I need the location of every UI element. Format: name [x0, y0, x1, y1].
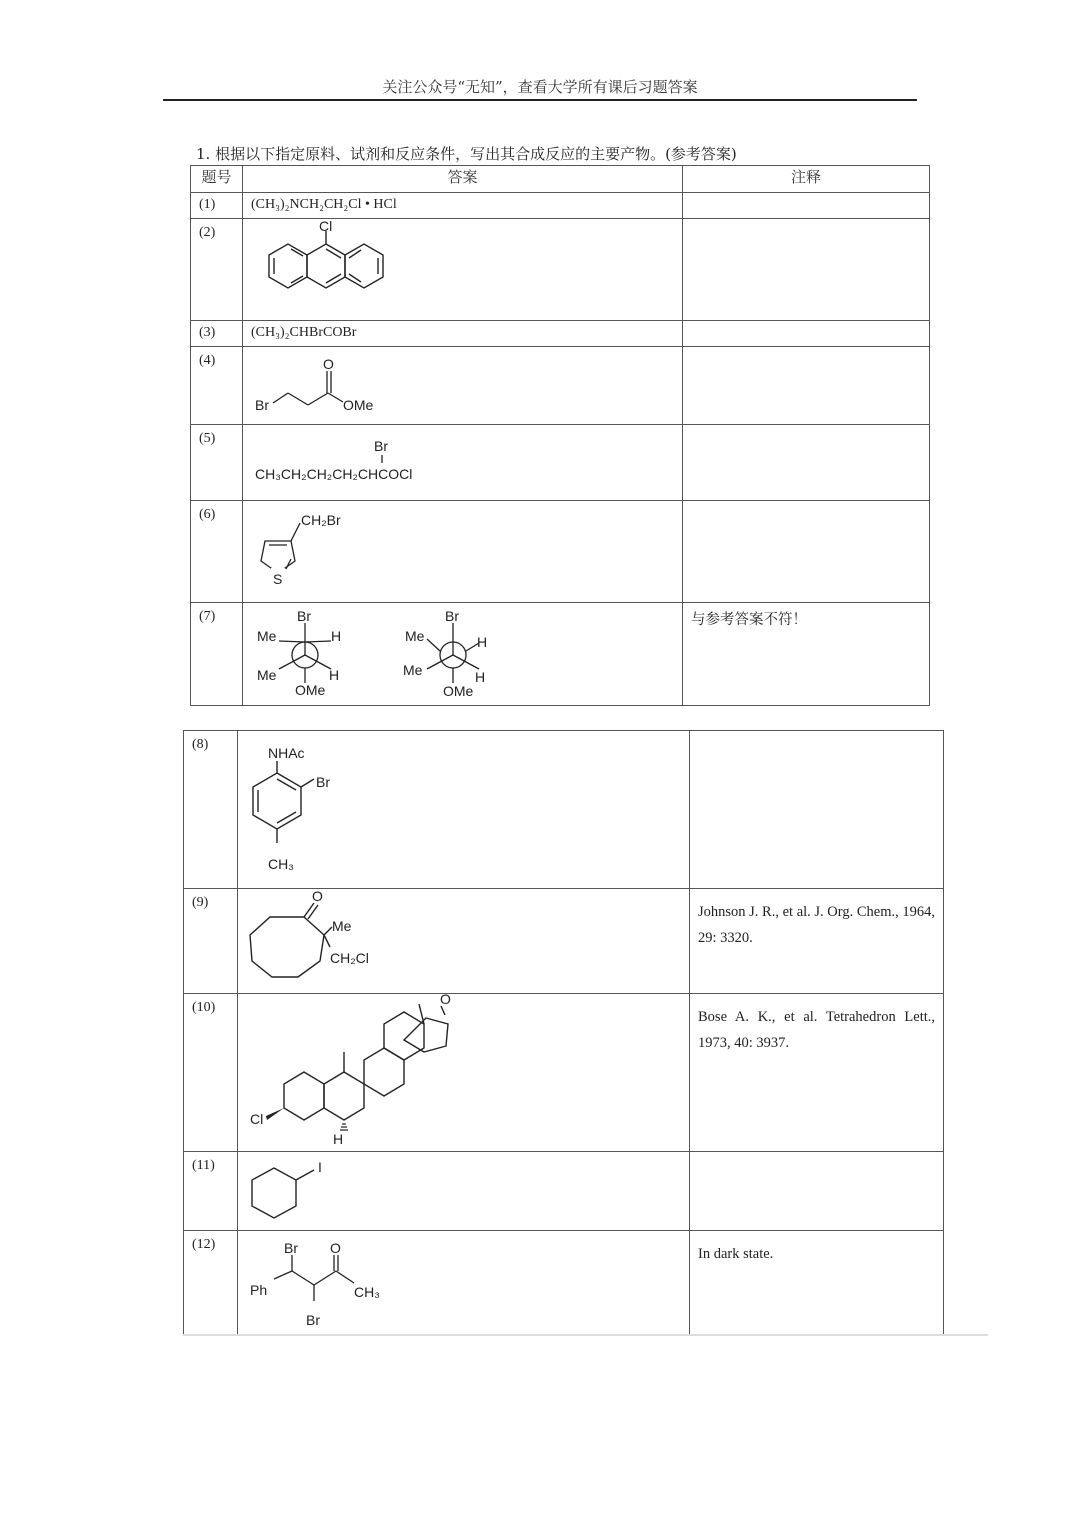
label-o: O [312, 889, 323, 904]
label-cl: Cl [319, 219, 333, 234]
label-o: O [440, 994, 451, 1007]
table-row [184, 1152, 944, 1231]
table-row [191, 425, 930, 501]
header-num: 题号 [191, 166, 243, 193]
label-me: Me [257, 667, 277, 683]
row-note [683, 321, 930, 347]
label-ch3: CH₃ [268, 856, 294, 872]
label-cl: Cl [250, 1111, 264, 1127]
label-h: H [329, 667, 340, 683]
row-number: (3) [191, 321, 243, 347]
table-row [191, 347, 930, 425]
table-row [191, 321, 930, 347]
label-br: Br [306, 1312, 320, 1328]
structure-methyl-3-bromopropanoate [243, 347, 683, 423]
row-note: Bose A. K., et al. Tetrahedron Lett., 1973, 40: 3937. [690, 994, 944, 1152]
label-chain: CH₃CH₂CH₂CH₂CHCOCl [255, 466, 413, 482]
label-me: Me [332, 918, 352, 934]
table-row [184, 731, 944, 889]
answer-formula: (CH₃)₂NCH₂CH₂Cl • HCl [243, 193, 683, 219]
row-number: (5) [191, 425, 243, 501]
label-h: H [477, 634, 488, 650]
row-number: (7) [191, 603, 243, 706]
answer-structure [238, 889, 690, 994]
label-h: H [333, 1131, 344, 1147]
header-note: 注释 [683, 166, 930, 193]
table-row [184, 1231, 944, 1335]
label-br: Br [297, 608, 311, 624]
label-ph: Ph [250, 1282, 268, 1298]
table-row [191, 193, 930, 219]
table-row [184, 994, 944, 1152]
label-me: Me [257, 628, 277, 644]
structure-3-bromomethylthiophene [243, 501, 683, 601]
structure-steroid [238, 994, 690, 1150]
structure-2-bromohexanoyl-chloride [243, 425, 683, 499]
header-divider [163, 99, 917, 101]
table-row [191, 219, 930, 321]
page-header: 关注公众号“无知”，查看大学所有课后习题答案 [382, 78, 698, 96]
row-note [683, 425, 930, 501]
row-number: (1) [191, 193, 243, 219]
question-title: 1. 根据以下指定原料、试剂和反应条件，写出其合成反应的主要产物。(参考答案) [196, 145, 737, 163]
row-note: 与参考答案不符！ [683, 603, 930, 706]
label-ome: OMe [343, 397, 374, 413]
label-o: O [330, 1240, 341, 1256]
row-note [683, 347, 930, 425]
row-note [683, 501, 930, 603]
answer-structure [238, 1231, 690, 1335]
row-number: (11) [184, 1152, 238, 1231]
row-note: Johnson J. R., et al. J. Org. Chem., 1964, 29: 3320. [690, 889, 944, 994]
label-ome: OMe [295, 682, 326, 698]
row-number: (12) [184, 1231, 238, 1335]
label-nhac: NHAc [268, 745, 305, 761]
answer-structure [238, 994, 690, 1152]
answer-structure [243, 501, 683, 603]
row-note [683, 193, 930, 219]
row-note: In dark state. [690, 1231, 944, 1335]
row-note [690, 1152, 944, 1231]
label-ch2cl: CH₂Cl [330, 950, 369, 966]
row-note [690, 731, 944, 889]
answer-structure [243, 347, 683, 425]
label-br: Br [284, 1240, 298, 1256]
row-number: (9) [184, 889, 238, 994]
table-row [184, 889, 944, 994]
label-s: S [273, 571, 283, 587]
structure-9-chloroanthracene [243, 219, 683, 319]
page-bottom-edge [183, 1334, 988, 1336]
header-answer: 答案 [243, 166, 683, 193]
label-ome: OMe [443, 683, 474, 699]
label-br: Br [316, 774, 330, 790]
label-ch3: CH₃ [354, 1284, 380, 1300]
label-ch2br: CH₂Br [301, 512, 341, 528]
label-o: O [323, 356, 334, 372]
label-i: I [318, 1159, 322, 1175]
structure-cycloheptanone [238, 889, 690, 992]
label-br: Br [445, 608, 459, 624]
label-me: Me [405, 628, 425, 644]
answer-table-2 [183, 730, 944, 1335]
table-row [191, 501, 930, 603]
answer-table-1 [190, 165, 930, 706]
structure-dibromo-ketone [238, 1231, 690, 1333]
answer-structure [243, 425, 683, 501]
answer-structure [243, 603, 683, 706]
answer-structure [238, 731, 690, 889]
row-number: (4) [191, 347, 243, 425]
label-br: Br [374, 438, 388, 454]
answer-structure [238, 1152, 690, 1231]
structure-2-bromo-4-methylacetanilide [238, 731, 690, 887]
answer-structure [243, 219, 683, 321]
row-number: (2) [191, 219, 243, 321]
answer-formula: (CH₃)₂CHBrCOBr [243, 321, 683, 347]
structure-newman-projections [243, 603, 683, 704]
structure-iodocyclohexane [238, 1152, 690, 1229]
label-h: H [331, 628, 342, 644]
label-h: H [475, 669, 486, 685]
label-me: Me [403, 662, 423, 678]
row-note [683, 219, 930, 321]
label-br: Br [255, 397, 269, 413]
table-row [191, 603, 930, 706]
row-number: (8) [184, 731, 238, 889]
row-number: (10) [184, 994, 238, 1152]
row-number: (6) [191, 501, 243, 603]
